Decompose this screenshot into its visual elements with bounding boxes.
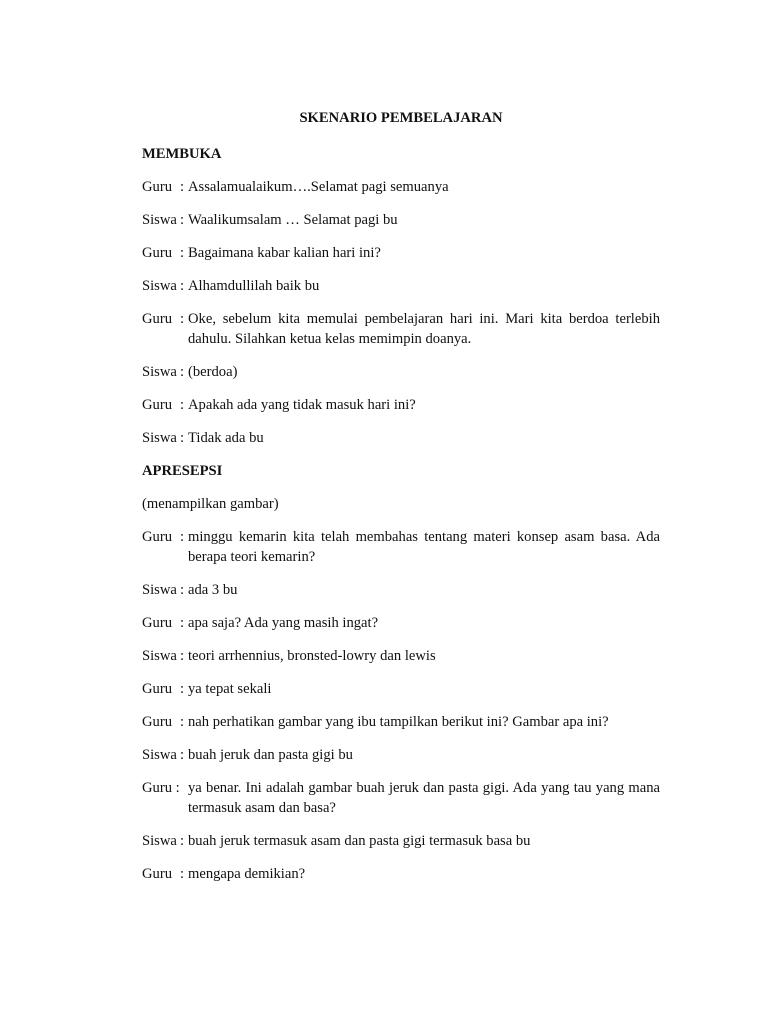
speaker-label: Guru bbox=[142, 397, 172, 413]
dialogue-text: ya tepat sekali bbox=[188, 681, 272, 697]
colon-separator: : bbox=[180, 278, 185, 294]
speaker-label: Siswa bbox=[142, 364, 177, 380]
speaker-label: Siswa bbox=[142, 747, 177, 763]
document-title: SKENARIO PEMBELAJARAN bbox=[299, 110, 503, 126]
dialogue-line bbox=[142, 309, 660, 349]
dialogue-text: (berdoa) bbox=[188, 364, 238, 380]
colon-separator: : bbox=[180, 245, 185, 261]
colon-separator: : bbox=[180, 212, 185, 228]
dialogue-line bbox=[142, 527, 660, 567]
colon-separator: : bbox=[180, 397, 185, 413]
colon-separator: : bbox=[180, 648, 185, 664]
dialogue-text: Bagaimana kabar kalian hari ini? bbox=[188, 245, 381, 261]
colon-separator: : bbox=[180, 582, 185, 598]
speaker-label: Guru bbox=[142, 179, 172, 195]
dialogue-text: ada 3 bu bbox=[188, 582, 238, 598]
dialogue-line bbox=[142, 276, 660, 296]
stage-note: (menampilkan gambar) bbox=[142, 496, 279, 512]
colon-separator: : bbox=[180, 833, 185, 849]
colon-separator: : bbox=[180, 747, 185, 763]
dialogue-line bbox=[142, 613, 660, 633]
dialogue-text: Assalamualaikum….Selamat pagi semuanya bbox=[188, 179, 449, 195]
colon-separator: : bbox=[180, 866, 185, 882]
speaker-label: Guru bbox=[142, 681, 172, 697]
speaker-label: Siswa bbox=[142, 278, 177, 294]
colon-separator: : bbox=[180, 430, 185, 446]
dialogue-line bbox=[142, 580, 660, 600]
dialogue-text: apa saja? Ada yang masih ingat? bbox=[188, 615, 379, 631]
speaker-label: Guru bbox=[142, 866, 172, 882]
colon-separator: : bbox=[180, 615, 185, 631]
speaker-label: Guru : bbox=[142, 780, 180, 796]
dialogue-line bbox=[142, 243, 660, 263]
dialogue-line bbox=[142, 177, 660, 197]
dialogue-line bbox=[142, 210, 660, 230]
document-page bbox=[142, 108, 660, 884]
colon-separator: : bbox=[180, 311, 185, 327]
dialogue-text: Waalikumsalam … Selamat pagi bu bbox=[188, 212, 398, 228]
dialogue-line bbox=[142, 395, 660, 415]
speaker-label: Guru bbox=[142, 714, 172, 730]
dialogue-line bbox=[142, 745, 660, 765]
dialogue-text: buah jeruk dan pasta gigi bu bbox=[188, 747, 353, 763]
dialogue-line bbox=[142, 864, 660, 884]
dialogue-line bbox=[142, 679, 660, 699]
dialogue-text: nah perhatikan gambar yang ibu tampilkan berikut ini? Gambar apa ini? bbox=[188, 714, 609, 730]
dialogue-text: mengapa demikian? bbox=[188, 866, 306, 882]
speaker-label: Guru bbox=[142, 245, 172, 261]
speaker-label: Siswa bbox=[142, 648, 177, 664]
dialogue-line bbox=[142, 778, 660, 818]
speaker-label: Siswa bbox=[142, 430, 177, 446]
speaker-label: Guru bbox=[142, 529, 172, 545]
speaker-label: Siswa bbox=[142, 582, 177, 598]
dialogue-line bbox=[142, 831, 660, 851]
colon-separator: : bbox=[180, 529, 185, 545]
colon-separator: : bbox=[180, 364, 185, 380]
dialogue-text: Alhamdullilah baik bu bbox=[188, 278, 320, 294]
dialogue-text: Oke, sebelum kita memulai pembelajaran hari ini. Mari kita berdoa terlebih dahulu. Silahkan ketua kelas memimpin doanya. bbox=[188, 311, 660, 347]
dialogue-text: ya benar. Ini adalah gambar buah jeruk dan pasta gigi. Ada yang tau yang mana termasuk asam dan basa? bbox=[188, 780, 660, 816]
section-heading-membuka: MEMBUKA bbox=[142, 146, 222, 162]
speaker-label: Siswa bbox=[142, 212, 177, 228]
dialogue-text: Apakah ada yang tidak masuk hari ini? bbox=[188, 397, 416, 413]
dialogue-text: minggu kemarin kita telah membahas tentang materi konsep asam basa. Ada berapa teori kemarin? bbox=[188, 529, 660, 565]
dialogue-line bbox=[142, 362, 660, 382]
dialogue-line bbox=[142, 712, 660, 732]
dialogue-line bbox=[142, 428, 660, 448]
colon-separator: : bbox=[180, 681, 185, 697]
dialogue-text: buah jeruk termasuk asam dan pasta gigi termasuk basa bu bbox=[188, 833, 531, 849]
speaker-label: Guru bbox=[142, 615, 172, 631]
speaker-label: Siswa bbox=[142, 833, 177, 849]
dialogue-text: Tidak ada bu bbox=[188, 430, 264, 446]
colon-separator: : bbox=[180, 714, 185, 730]
speaker-label: Guru bbox=[142, 311, 172, 327]
section-heading-apresepsi: APRESEPSI bbox=[142, 463, 223, 479]
dialogue-text: teori arrhennius, bronsted-lowry dan lewis bbox=[188, 648, 436, 664]
colon-separator: : bbox=[180, 179, 185, 195]
dialogue-line bbox=[142, 646, 660, 666]
